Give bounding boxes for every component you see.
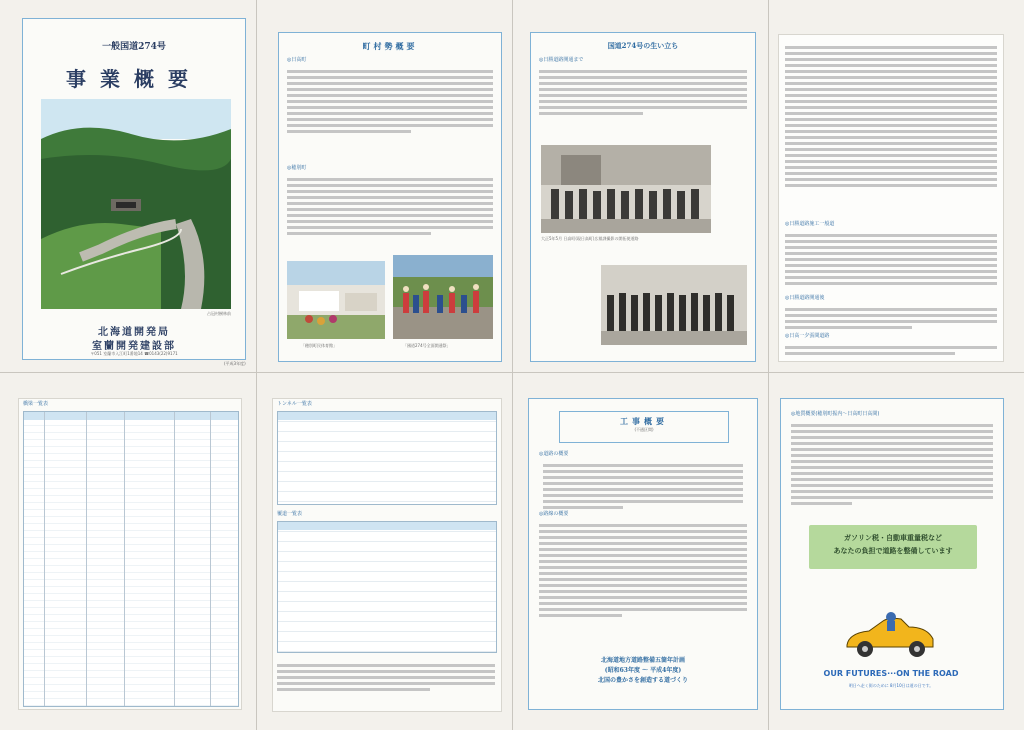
construction-spec-list <box>543 461 743 512</box>
overview-section-hidaka: ◎日高町 <box>287 57 307 63</box>
cover-org-1: 北海道開発局 <box>98 327 170 338</box>
cover-route: 一般国道274号 <box>102 42 166 52</box>
cover-panel <box>22 18 246 360</box>
construction-heading-box <box>559 411 729 443</box>
tunnels-panel <box>272 398 502 712</box>
historic-photo-caption: 大正5年5月 日高町(現日高町)広報課撮影の開拓使道路 <box>541 236 639 241</box>
timeline-text-3 <box>785 305 997 332</box>
cover-photo-caption: 占冠村樹林前 <box>207 311 231 316</box>
fold-line <box>512 0 513 730</box>
timeline-text-4 <box>785 343 997 358</box>
gym-caption: 「穂別町民体育館」 <box>301 343 337 348</box>
overview-text-2 <box>287 175 493 238</box>
timeline-list <box>785 43 997 190</box>
tax-line-2: あなたの負担で道路を整備しています <box>833 546 953 555</box>
plan-line-2: (昭和63年度 〜 平成4年度) <box>604 667 682 674</box>
festival-caption: 「國道274号全面開通祭」 <box>403 343 451 348</box>
timeline-text-2 <box>785 231 997 288</box>
fold-line <box>0 372 1024 373</box>
bridges-table <box>23 411 239 707</box>
construction-sec1: ◎道路の概要 <box>539 451 569 457</box>
back-panel <box>780 398 1004 710</box>
gym-photo <box>287 261 385 339</box>
cover-title: 事業概要 <box>66 67 202 91</box>
historic-photo-1 <box>541 145 711 233</box>
cover-road-photo <box>41 99 231 309</box>
festival-photo <box>393 255 493 339</box>
fold-line <box>256 0 257 730</box>
tunnels-note <box>277 661 495 694</box>
bridges-table-header <box>24 412 238 420</box>
overview-panel <box>278 32 502 362</box>
geology-text <box>791 421 993 508</box>
tax-line-1: ガソリン税・自動車重量税など <box>844 533 942 542</box>
history-panel <box>530 32 756 362</box>
timeline-sub-3: ◎日勝道路開通後 <box>785 295 825 301</box>
plan-line-1: 北海道地方道路整備五箇年計画 <box>600 657 685 664</box>
overview-text-1 <box>287 67 493 136</box>
construction-title: 工事概要 <box>620 416 668 426</box>
history-subtitle: ◎日勝道路開通まで <box>539 57 584 63</box>
tunnels-table <box>277 411 497 505</box>
car-illustration <box>839 605 939 665</box>
construction-subtitle: (不通区間) <box>634 427 654 432</box>
tax-message-box <box>809 525 977 569</box>
roads-table-header <box>278 522 496 530</box>
bridges-panel <box>18 398 242 710</box>
plan-line-3: 北国の豊かさを創造する道づくり <box>597 677 688 684</box>
tunnels-table-header <box>278 412 496 420</box>
cover-address: 〒051 室蘭市入江町1番地14 ☎0143(22)9171 <box>90 351 178 356</box>
construction-text <box>539 521 747 620</box>
cover-org-2: 室蘭開発建設部 <box>92 341 176 352</box>
timeline-panel <box>778 34 1004 362</box>
geology-title: ◎地質概要(穂別町振内〜日高町日高間) <box>791 411 880 417</box>
construction-sec2: ◎路線の概要 <box>539 511 569 517</box>
road-logo: OUR FUTURES···ON THE ROAD <box>823 669 959 678</box>
road-slogan: 明日へ走く街のために 8月10日は道の日です。 <box>848 683 934 688</box>
roads-table <box>277 521 497 653</box>
overview-section-hobetsu: ◎穂別町 <box>287 165 307 171</box>
historic-photo-2 <box>601 265 747 345</box>
history-title: 国道274号の生い立ち <box>607 41 679 50</box>
tunnels-title: トンネル一覧表 <box>277 401 312 407</box>
fold-line <box>768 0 769 730</box>
history-text <box>539 67 747 118</box>
cover-date-note: (平成3年度) <box>224 361 246 366</box>
roads-title: 覆道一覧表 <box>277 511 303 517</box>
construction-panel <box>528 398 758 710</box>
timeline-sub-1: ◎日勝道路施工一般道 <box>785 221 835 227</box>
overview-title: 町村勢概要 <box>362 41 418 51</box>
timeline-sub-4: ◎日高一夕張間道路 <box>785 333 830 339</box>
bridges-title: 橋梁一覧表 <box>23 401 49 407</box>
